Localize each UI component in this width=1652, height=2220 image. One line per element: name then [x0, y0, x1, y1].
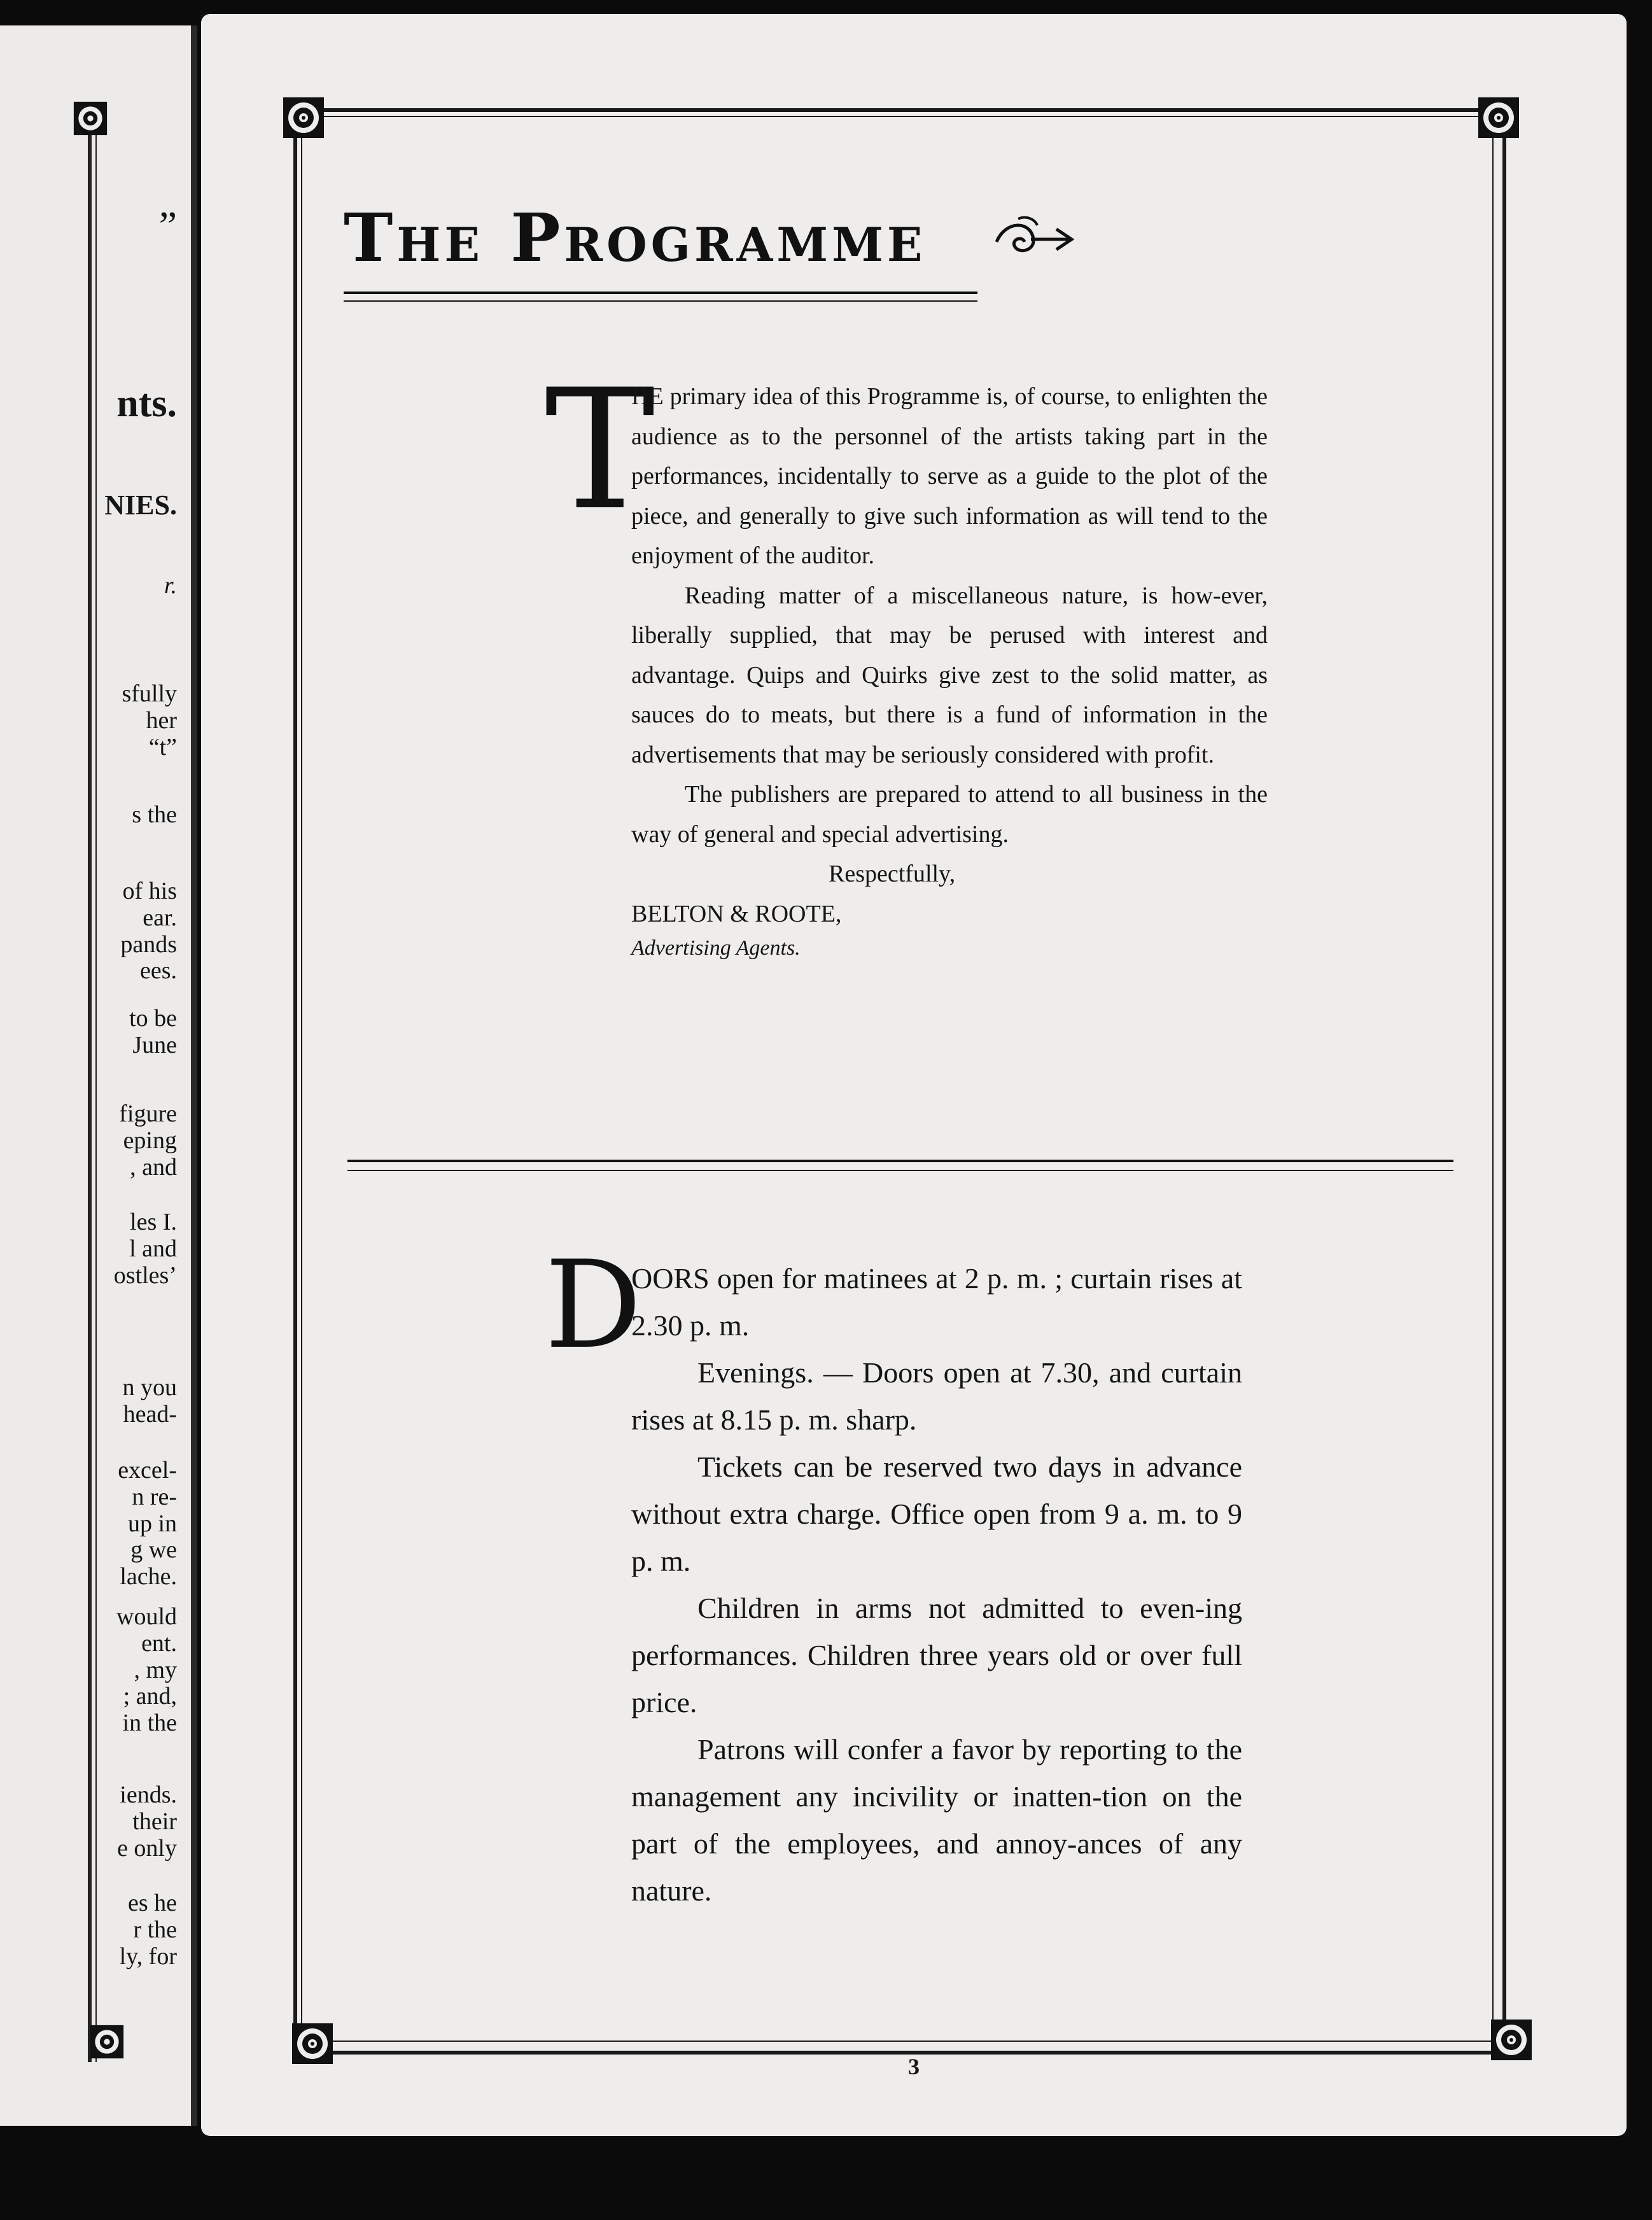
ornamental-rosette-icon [290, 2021, 335, 2066]
previous-page-fragment [0, 25, 197, 2126]
left-fragment: excel- n re- up in g we lache. [118, 1457, 177, 1591]
left-fragment: iends. their e only [117, 1781, 177, 1862]
notice-paragraph: Patrons will confer a favor by reporting to the management any incivility or inatten-tion on the part of the employees, and annoy-ances of any nature. [631, 1733, 1242, 1907]
drop-cap: T [545, 355, 655, 547]
notices-text [631, 1255, 1242, 1914]
intro-section [545, 355, 1461, 1077]
left-fragment: n you head- [122, 1374, 177, 1428]
left-fragment: sfully her “t” [122, 680, 177, 761]
floral-flourish-icon [993, 214, 1075, 265]
intro-paragraph: HE primary idea of this Programme is, of course, to enlighten the audience as to the personnel of the artists taking part in the performances, incidentally to serve as a guide to the plot of the piece, and generally to give such information as will tend to the enjoyment of the auditor. [631, 383, 1268, 569]
ornamental-rosette-icon [89, 2024, 125, 2060]
left-fragment: les I. l and ostles’ [113, 1209, 177, 1289]
notice-paragraph: OORS open for matinees at 2 p. m. ; curtain rises at 2.30 p. m. [631, 1262, 1242, 1342]
left-fragment: of his ear. pands ees. [120, 878, 177, 985]
left-fragment: s the [132, 801, 177, 828]
page-title: The Programme [344, 199, 927, 277]
ornamental-rosette-icon [1489, 2018, 1534, 2062]
left-fragment: ” [158, 203, 177, 248]
left-fragment: to be June [129, 1005, 177, 1058]
signature: BELTON & ROOTE, [631, 900, 842, 927]
title-block [344, 199, 1044, 320]
title-underline-thin [344, 300, 977, 302]
left-page-border-line-thin [95, 127, 97, 2062]
page-number: 3 [908, 2054, 920, 2079]
notice-paragraph: Tickets can be reserved two days in advance without extra charge. Office open from 9 a. m. to 9 p. m. [631, 1451, 1242, 1577]
left-fragment: figure eping , and [119, 1100, 177, 1181]
drop-cap: D [545, 1235, 642, 1375]
closing-salutation: Respectfully, [829, 861, 956, 887]
notices-section [545, 1235, 1461, 1955]
ornamental-rosette-icon [1476, 95, 1521, 140]
section-divider [347, 1160, 1453, 1162]
left-page-border-line [88, 127, 92, 2062]
notice-paragraph: Children in arms not admitted to even-ing performances. Children three years old or over full price. [631, 1592, 1242, 1718]
left-fragment: r. [164, 572, 177, 599]
programme-page [201, 14, 1627, 2136]
notice-paragraph: Evenings. — Doors open at 7.30, and curtain rises at 8.15 p. m. sharp. [631, 1356, 1242, 1436]
left-fragment: es he r the ly, for [119, 1890, 177, 1970]
section-divider-thin [347, 1170, 1453, 1171]
title-underline [344, 292, 977, 294]
intro-text [631, 377, 1268, 963]
left-fragment: would ent. , my ; and, in the [116, 1603, 177, 1737]
ornamental-rosette-icon [281, 95, 326, 140]
signature-role: Advertising Agents. [631, 936, 801, 960]
left-fragment: NIES. [104, 489, 177, 521]
ornamental-rosette-icon [73, 101, 108, 136]
left-fragment: nts. [116, 382, 177, 425]
intro-paragraph: The publishers are prepared to attend to all business in the way of general and special advertising. [631, 781, 1268, 848]
intro-paragraph: Reading matter of a miscellaneous nature, is how-ever, liberally supplied, that may be perused with interest and advantage. Quips and Quirks give zest to the solid matter, as sauces do to meats, but there is a fund of information in the advertisements that may be seriously considered with profit. [631, 582, 1268, 768]
